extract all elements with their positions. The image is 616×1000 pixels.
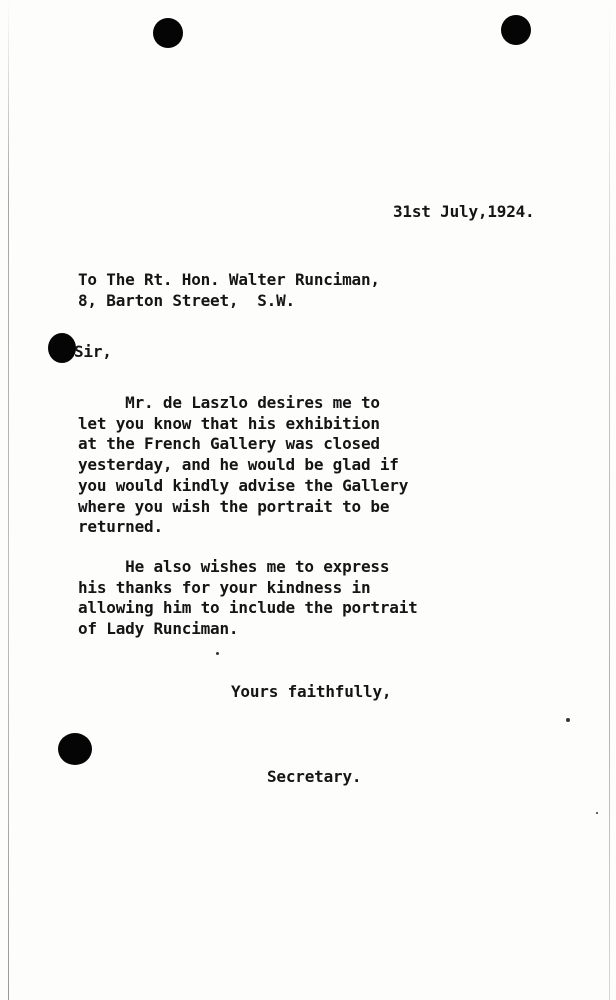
address-line: 8, Barton Street, S.W. xyxy=(78,290,295,310)
body-line: yesterday, and he would be glad if xyxy=(78,455,399,475)
body-line: you would kindly advise the Gallery xyxy=(78,475,409,495)
body-line: Mr. de Laszlo desires me to xyxy=(78,393,380,412)
body-paragraph-2 xyxy=(78,557,418,640)
punch-hole-low-left xyxy=(58,733,92,765)
address-line: To The Rt. Hon. Walter Runciman, xyxy=(78,270,380,289)
recipient-address xyxy=(78,270,380,311)
signature: Secretary. xyxy=(267,767,362,786)
body-line: let you know that his exhibition xyxy=(78,413,380,433)
punch-hole-top-left xyxy=(153,18,183,48)
body-line: where you wish the portrait to be xyxy=(78,496,390,516)
punch-hole-mid-left xyxy=(48,333,76,363)
body-paragraph-1 xyxy=(78,393,408,538)
punch-hole-top-right xyxy=(501,15,531,45)
body-line: of Lady Runciman. xyxy=(78,619,239,639)
body-line: his thanks for your kindness in xyxy=(78,577,371,597)
page-right-edge xyxy=(609,0,610,1000)
page-left-edge xyxy=(8,0,9,1000)
body-line: returned. xyxy=(78,517,163,537)
body-line: allowing him to include the portrait xyxy=(78,598,418,618)
body-line: He also wishes me to express xyxy=(78,557,390,576)
body-line: at the French Gallery was closed xyxy=(78,434,380,454)
scan-speck xyxy=(596,812,598,814)
letter-date: 31st July,1924. xyxy=(393,202,535,221)
salutation: Sir, xyxy=(74,342,112,361)
scan-speck xyxy=(566,718,570,722)
scan-speck xyxy=(216,652,219,655)
closing: Yours faithfully, xyxy=(231,682,392,701)
